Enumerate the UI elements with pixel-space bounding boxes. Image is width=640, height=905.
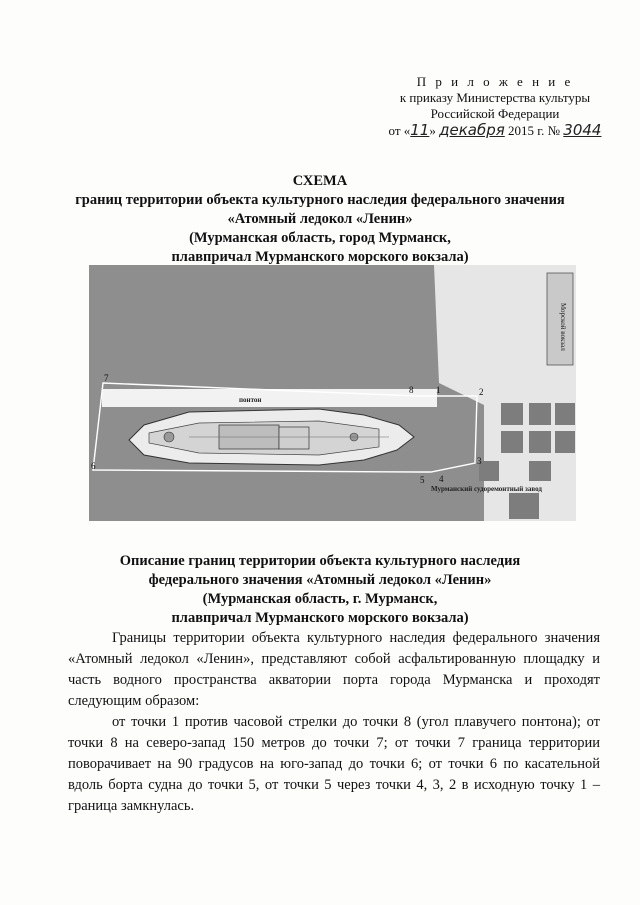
paragraph-1: Границы территории объекта культурного наследия федерального значения «Атомный ледокол «Ленин», представляют собой асфальтированную площадку и часть водного пространства акватории порта города Мурманска и проходят следующим образом: [68, 630, 600, 709]
boundary-map [89, 265, 576, 521]
description-title-line1: Описание границ территории объекта культурного наследия [119, 553, 521, 569]
appendix-date-line [380, 122, 610, 139]
point-8: 8 [409, 385, 414, 395]
point-5: 5 [420, 475, 425, 485]
order-number: 3044 [563, 121, 602, 139]
paragraph-2: от точки 1 против часовой стрелки до точки 8 (угол плавучего понтона); от точки 8 на северо-запад 150 метров до точки 7; от точки 7 граница территории поворачивает на 90 градусов на юго-запад до точки 6; от точки 6 по касательной вдоль борта судна до точки 5, от точки 5 через точки 4, 3, 2 в исходную точку 1 – граница замкнулась. [68, 714, 600, 814]
pontoon [102, 389, 437, 407]
date-month: декабря [439, 121, 505, 139]
appendix-title: П р и л о ж е н и е [416, 74, 574, 89]
point-6: 6 [91, 461, 96, 471]
ship [129, 409, 414, 465]
scheme-title-line5: плавпричал Мурманского морского вокзала) [171, 249, 469, 265]
label-pontoon: понтон [239, 396, 262, 404]
date-day: 11 [410, 121, 430, 139]
scheme-title-line1: СХЕМА [292, 173, 348, 189]
appendix-order-line: к приказу Министерства культуры [399, 90, 591, 105]
label-station: Морской вокзал [559, 303, 567, 351]
date-mid: » [429, 123, 436, 138]
point-1: 1 [436, 385, 441, 395]
date-year: 2015 г. № [508, 123, 561, 138]
appendix-org-line: Российской Федерации [430, 106, 560, 121]
appendix-header [380, 74, 610, 139]
point-7: 7 [104, 373, 109, 383]
label-shipyard: Мурманский судоремонтный завод [431, 485, 542, 493]
description-title-line3: (Мурманская область, г. Мурманск, [202, 591, 438, 607]
description-title-line4: плавпричал Мурманского морского вокзала) [171, 610, 469, 626]
scheme-title [40, 172, 600, 267]
scheme-title-line2: границ территории объекта культурного наследия федерального значения [75, 192, 565, 208]
body-text [68, 628, 600, 817]
date-prefix: от « [388, 123, 411, 138]
scheme-title-line3: «Атомный ледокол «Ленин» [227, 211, 413, 227]
point-4: 4 [439, 474, 444, 484]
scheme-title-line4: (Мурманская область, город Мурманск, [189, 230, 451, 246]
description-title [40, 552, 600, 628]
description-title-line2: федерального значения «Атомный ледокол «Ленин» [148, 572, 492, 588]
point-2: 2 [479, 387, 484, 397]
point-3: 3 [477, 456, 482, 466]
